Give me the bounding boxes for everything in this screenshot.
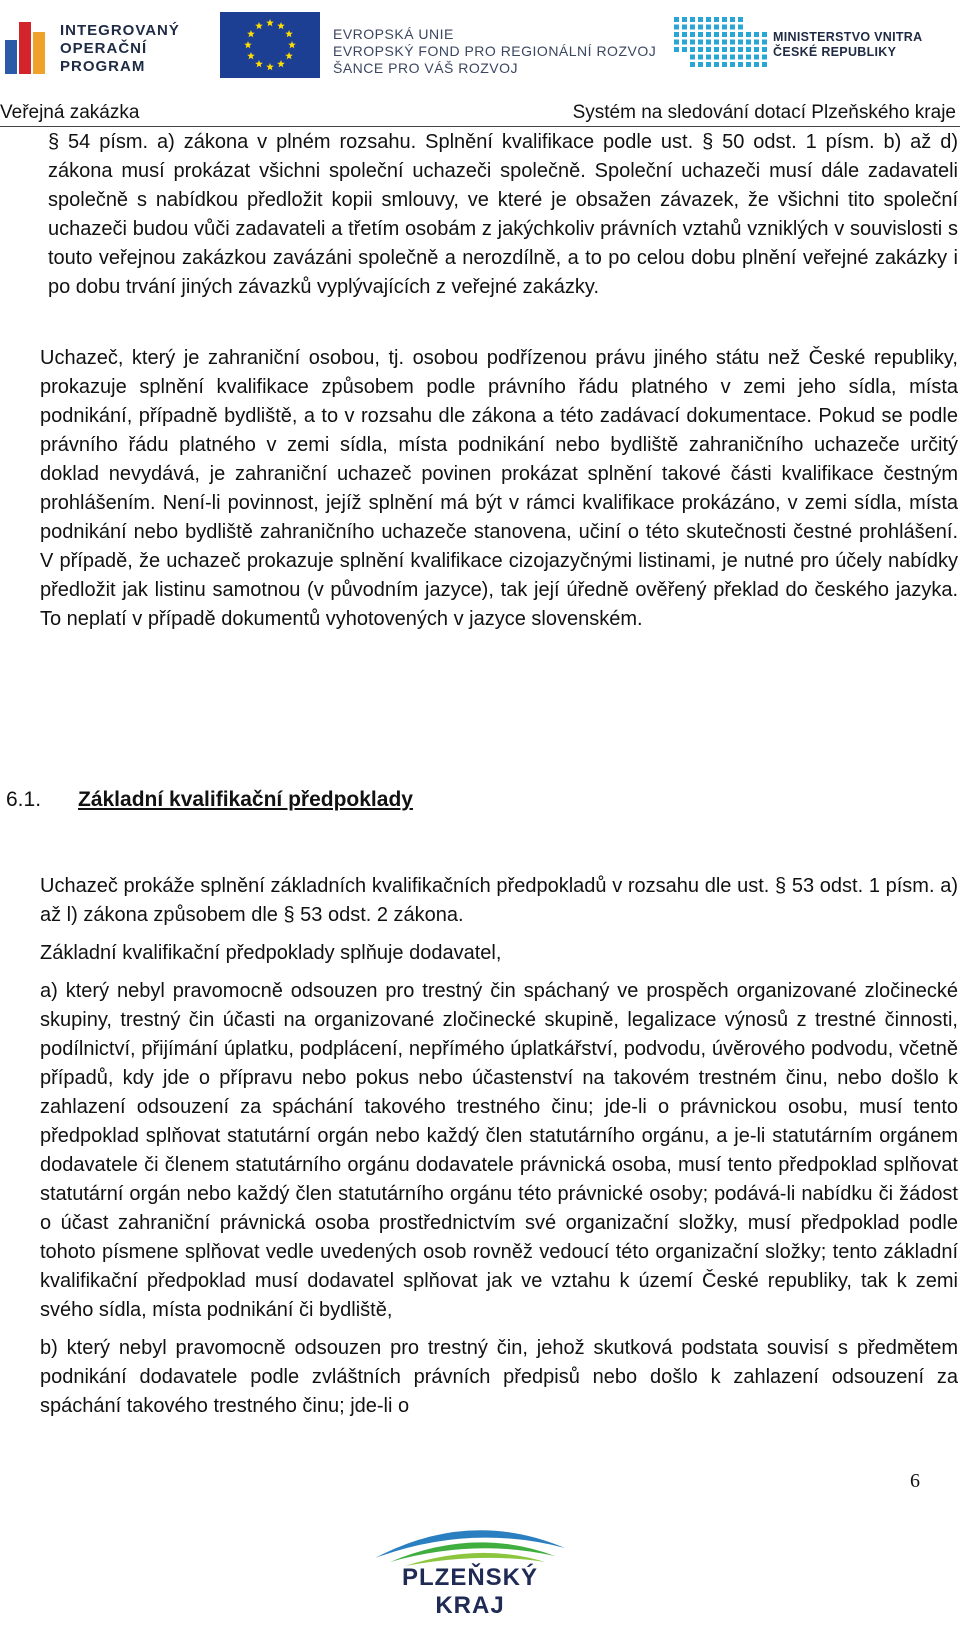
footer-text: PLZEŇSKÝ KRAJ	[401, 1564, 538, 1619]
footer-logo	[365, 1508, 575, 1628]
section-title: Základní kvalifikační předpoklady	[78, 788, 413, 811]
eu-flag-icon	[220, 12, 320, 78]
section-paragraph1: Uchazeč prokáže splnění základních kvalifikačních předpokladů v rozsahu dle ust. § 53 odst. 1 písm. a) až l) zákona způsobem dle § 53 odst. 2 zákona.	[40, 875, 958, 926]
logo-bar	[0, 0, 960, 100]
mv-line2: ČESKÉ REPUBLIKY	[773, 45, 897, 59]
mv-text	[773, 30, 922, 60]
page-number: 6	[910, 1470, 920, 1492]
eu-text	[333, 26, 656, 77]
mv-line1: MINISTERSTVO VNITRA	[773, 30, 923, 44]
section-number: 6.1.	[6, 788, 42, 811]
eu-line3: ŠANCE PRO VÁŠ ROZVOJ	[333, 60, 519, 76]
section-body	[40, 872, 958, 1430]
section-item-a: a) který nebyl pravomocně odsouzen pro trestný čin spáchaný ve prospěch organizované zločinecké skupiny, trestný čin účasti na organizované zločinecké skupině, legalizace výnosů z trestné činnosti, podílnictví, přijímání úplatku, podplácení, nepřímého úplatkářství, podvodu, úvěrového podvodu, včetně případů, kdy jde o přípravu nebo pokus nebo účastenství na takovém trestném činu, nebo došlo k zahlazení odsouzení za spáchání takového trestného činu; jde-li o právnickou osobu, musí tento předpoklad splňovat statutární orgán nebo každý člen statutárního orgánu, a je-li statutárním orgánem dodavatele či členem statutárního orgánu dodavatele právnická osoba, musí tento předpoklad splňovat statutární orgán nebo každý člen statutárního orgánu této právnické osoby; podává-li nabídku či žádost o účast zahraniční právnická osoba prostřednictvím své organizační složky, musí předpoklad podle tohoto písmene splňovat vedle uvedených osob rovněž vedoucí této organizační složky; tento základní kvalifikační předpoklad musí dodavatel splňovat jak ve vztahu k území České republiky, tak k zemi svého sídla, místa podnikání či bydliště,	[40, 980, 958, 1321]
eu-line2: EVROPSKÝ FOND PRO REGIONÁLNÍ ROZVOJ	[333, 43, 657, 59]
section-paragraph2: Základní kvalifikační předpoklady splňuje dodavatel,	[40, 942, 502, 964]
paragraph-joint-applicants: § 54 písm. a) zákona v plném rozsahu. Splnění kvalifikace podle ust. § 50 odst. 1 písm. b) až d) zákona musí prokázat všichni společní uchazeči společně. Společní uchazeči musí dále zadavateli společně s nabídkou předložit kopii smlouvy, ve které je obsažen závazek, že všichni tito společní uchazeči budou vůči zadavateli a třetím osobám z jakýchkoliv právních vztahů vzniklých v souvislosti s touto veřejnou zakázkou zavázáni společně a nerozdílně, a to po celou dobu plnění veřejné zakázky i po dobu trvání jiných závazků vyplývajících z veřejné zakázky.	[48, 131, 958, 298]
iop-logo-icon	[5, 12, 55, 74]
iop-line2: OPERAČNÍ	[60, 40, 148, 57]
iop-logo	[5, 12, 195, 74]
header-left: Veřejná zakázka	[0, 102, 140, 123]
paragraph-foreign-applicant: Uchazeč, který je zahraniční osobou, tj. osobou podřízenou právu jiného státu než České republiky, prokazuje splnění kvalifikace způsobem podle právního řádu platného v zemi jeho sídla, místa podnikání, případně bydliště, a to v rozsahu dle zákona a této zadávací dokumentace. Pokud se podle právního řádu platného v zemi sídla, místa podnikání nebo bydliště zahraničního uchazeče určitý doklad nevydává, je zahraniční uchazeč povinen prokázat splnění takové části kvalifikace čestným prohlášením. Není-li povinnost, jejíž splnění má být v rámci kvalifikace prokázáno, v zemi sídla, místa podnikání nebo bydliště zahraničního uchazeče stanovena, učiní o této skutečnosti čestné prohlášení. V případě, že uchazeč prokazuje splnění kvalifikace cizojazyčnými listinami, je nutné pro účely nabídky předložit jak listinu samotnou (v původním jazyce), tak její úředně ověřený překlad do českého jazyka. To neplatí v případě dokumentů vyhotovených v jazyce slovenském.	[40, 347, 958, 630]
iop-line1: INTEGROVANÝ	[60, 22, 180, 39]
iop-line3: PROGRAM	[60, 58, 146, 75]
page-header	[0, 102, 960, 127]
section-item-b: b) který nebyl pravomocně odsouzen pro trestný čin, jehož skutková podstata souvisí s předmětem podnikání dodavatele podle zvláštních právních předpisů nebo došlo k zahlazení odsouzení za spáchání takového trestného činu; jde-li o	[40, 1337, 958, 1417]
mv-logo-icon	[672, 15, 772, 70]
header-right: Systém na sledování dotací Plzeňského kraje	[572, 102, 956, 123]
eu-line1: EVROPSKÁ UNIE	[333, 26, 454, 42]
plzensky-kraj-swoosh-icon	[365, 1508, 575, 1568]
